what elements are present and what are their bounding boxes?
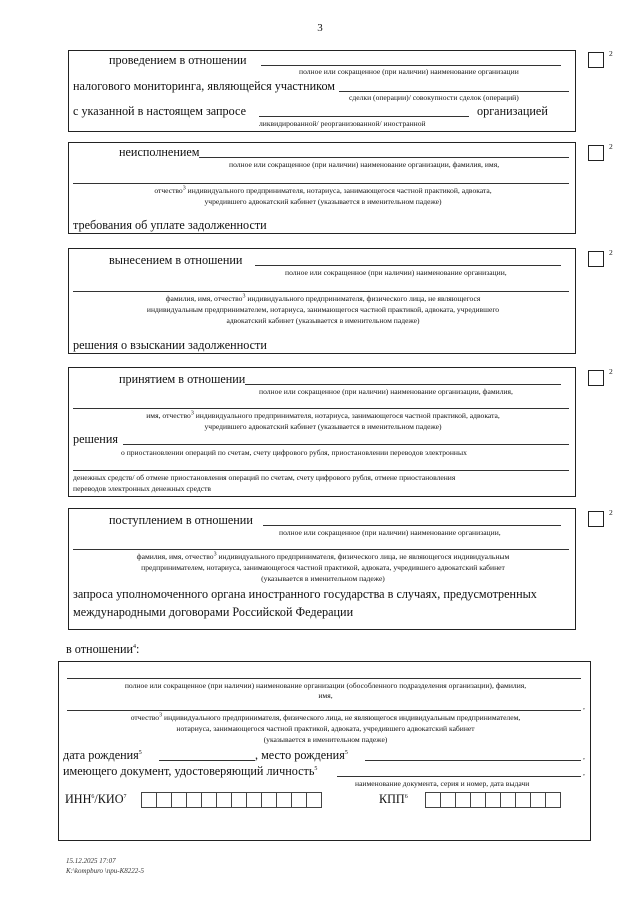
s2-line2: требования об уплате задолженности [73,218,267,232]
s3-hint2a: фамилия, имя, отчество [165,294,243,303]
s4-checkbox-note: 2 [609,367,613,376]
s2-hint2a: отчество [154,186,183,195]
r-hint4: (указывается в именительном падеже) [263,735,388,744]
s1-line1: проведением в отношении [109,53,247,67]
r-inn-cells[interactable] [141,792,321,808]
s5-line1: поступлением в отношении [109,513,253,527]
s3-hint4: адвокатский кабинет (указывается в именительном падеже) [226,316,420,325]
s1-line2: налогового мониторинга, являющейся участником [73,79,336,93]
r-footnote-5c: 5 [314,765,318,772]
r-kio-text: /КИО [94,792,124,806]
regarding-label: в отношении$^4$: [66,642,140,656]
section-decision-issued [68,248,576,354]
page-number: 3 [317,22,323,34]
s1-hint1: полное или сокращенное (при наличии) наименование организации [299,67,519,76]
s3-checkbox-note: 2 [609,248,613,257]
r-underline1 [67,678,581,679]
s4-hint5: денежных средств/ об отмене приостановления операций по счетам, счету цифрового рубля, отмене приостановления [73,473,456,482]
s4-underline1 [245,384,561,385]
r-footnote-6b: 6 [404,793,408,800]
s1-underline3 [259,116,469,117]
r-underline2 [67,710,581,711]
r-inn-label [65,792,127,807]
s1-hint2: сделки (операции)/ совокупности сделок (операций) [349,93,519,102]
s3-line1: вынесением в отношении [109,253,243,267]
s1-line3a: с указанной в настоящем запросе [73,104,246,118]
s4-underline3 [123,444,569,445]
s4-hint4: о приостановлении операций по счетам, счету цифрового рубля, приостановлении переводов электронных [121,448,467,457]
s4-hint6: переводов электронных денежных средств [73,484,212,493]
section-foreign-request [68,508,576,630]
s1-checkbox-note: 2 [609,49,613,58]
s2-underline2 [73,183,569,184]
s5-underline2 [73,549,569,550]
s5-hint3: предпринимателем, нотариуса, занимающегося частной практикой, адвоката, учредившего адвокатский кабинет [141,563,505,572]
s4-hint2b: индивидуального предпринимателя, нотариуса, занимающегося частной практикой, адвоката, [193,411,500,420]
s5-hint4: (указывается в именительном падеже) [261,574,385,583]
s2-checkbox[interactable] [588,145,604,161]
r-footnote-6a: 6 [91,793,95,800]
regarding-label-text: в отношении [66,642,134,656]
r-kpp-label [379,792,408,807]
r-birth-place-label [255,748,348,763]
regarding-footnote-4: 4 [133,643,137,650]
r-hint1: полное или сокращенное (при наличии) наименование организации (обособленного подразделения организации), фамилия, [124,681,527,690]
s1-underline2 [339,91,569,92]
r-hint3: нотариуса, занимающегося частной практикой, адвоката, учредившего адвокатский кабинет [176,724,475,733]
s3-hint1: полное или сокращенное (при наличии) наименование организации, [285,268,507,277]
r-inn-text: ИНН [65,792,92,806]
r-hint2b: индивидуального предпринимателя, физического лица, не являющегося индивидуальным предпринимателем, [162,713,521,722]
s4-line1: принятием в отношении [119,372,246,386]
s1-checkbox[interactable] [588,52,604,68]
s2-hint3: учредившего адвокатский кабинет (указывается в именительном падеже) [204,197,442,206]
footer-path: К:\kompburo \при-К8222-5 [66,867,145,875]
r-comma3: , [583,768,585,777]
r-kpp-text: КПП [379,792,405,806]
s3-hint2b: индивидуального предпринимателя, физического лица, не являющегося [245,294,481,303]
r-id-doc-label [63,764,317,779]
r-footnote-7: 7 [123,793,127,800]
s2-hint2 [69,186,577,196]
r-comma2: , [583,752,585,761]
r-hint2 [59,713,592,723]
s1-line3b: организацией [477,104,548,118]
r-footnote-3: 3 [159,712,163,719]
s4-hint2a: имя, отчество [146,411,191,420]
s5-hint2b: индивидуального предпринимателя, физического лица, не являющегося индивидуальным [216,552,510,561]
s5-footnote-3: 3 [213,551,217,558]
s3-hint3: индивидуальным предпринимателем, нотариуса, занимающегося частной практикой, адвоката, учредившего [146,305,500,314]
s3-underline2 [73,291,569,292]
section-regarding [58,661,591,841]
s3-hint2 [69,294,577,304]
r-birth-place-text: , место рождения [255,748,345,762]
s2-checkbox-note: 2 [609,142,613,151]
s5-underline1 [263,525,561,526]
s5-line3: международными договорами Российской Федерации [73,605,354,619]
s4-footnote-3: 3 [190,410,194,417]
s4-line2: решения [73,432,118,446]
s4-hint1: полное или сокращенное (при наличии) наименование организации, фамилия, [259,387,513,396]
s3-underline1 [255,265,561,266]
section-nonfulfillment [68,142,576,234]
r-birth-date-label [63,748,142,763]
s3-line2: решения о взыскании задолженности [73,338,267,352]
section-monitoring [68,50,576,132]
s3-footnote-3: 3 [242,293,246,300]
r-footnote-5a: 5 [138,749,142,756]
s4-checkbox[interactable] [588,370,604,386]
footer-date: 15.12.2025 17:07 [66,857,116,865]
s2-hint1: полное или сокращенное (при наличии) наименование организации, фамилия, имя, [229,160,500,169]
r-comma1: , [583,702,585,711]
r-birth-date-field[interactable] [159,760,255,761]
s4-underline4 [73,470,569,471]
r-hint1b: имя, [318,691,333,700]
s2-footnote-3: 3 [182,185,186,192]
s5-hint1: полное или сокращенное (при наличии) наименование организации, [279,528,501,537]
s2-line1: неисполнением [119,145,200,159]
s2-underline1 [199,157,569,158]
s2-hint2b: индивидуального предпринимателя, нотариуса, занимающегося частной практикой, адвоката, [185,186,492,195]
s3-checkbox[interactable] [588,251,604,267]
r-id-doc-field[interactable] [337,776,581,777]
s1-hint3: ликвидированной/ реорганизованной/ иностранной [259,119,426,128]
r-footnote-5b: 5 [344,749,348,756]
s5-hint2 [69,552,577,562]
s1-underline1 [261,65,561,66]
s5-checkbox[interactable] [588,511,604,527]
section-decision-adopted [68,367,576,497]
s4-hint3: учредившего адвокатский кабинет (указывается в именительном падеже) [204,422,442,431]
r-birth-place-field[interactable] [365,760,581,761]
s5-checkbox-note: 2 [609,508,613,517]
s5-hint2a: фамилия, имя, отчество [136,552,214,561]
r-id-doc-text: имеющего документ, удостоверяющий личность [63,764,315,778]
r-kpp-cells[interactable] [425,792,560,808]
r-id-doc-hint: наименование документа, серия и номер, дата выдачи [355,779,530,788]
s4-underline2 [73,408,569,409]
r-birth-date-text: дата рождения [63,748,139,762]
s5-line2: запроса уполномоченного органа иностранного государства в случаях, предусмотренных [73,587,537,601]
s4-hint2 [69,411,577,421]
r-hint2a: отчество [130,713,160,722]
